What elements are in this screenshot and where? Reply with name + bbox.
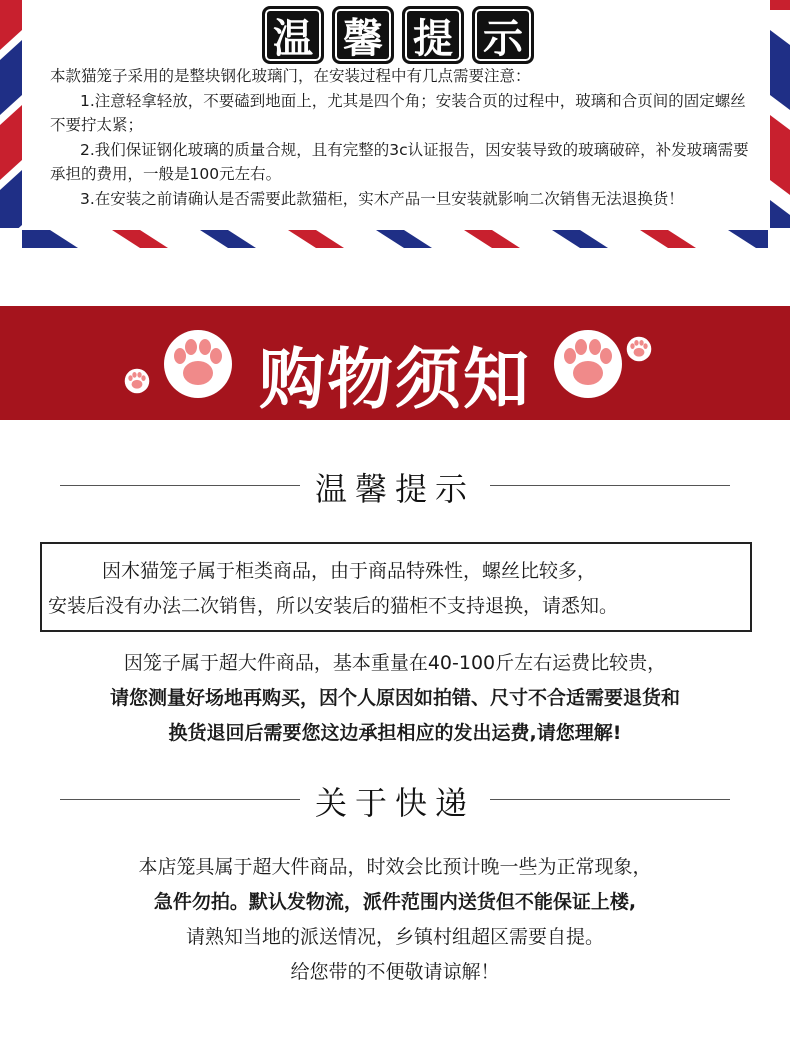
notice-intro: 本款猫笼子采用的是整块钢化玻璃门，在安装过程中有几点需要注意： <box>50 67 531 85</box>
section-heading-delivery <box>60 778 730 822</box>
notice-line: 换货退回后需要您这边承担相应的发出运费,请您理解! <box>168 722 622 744</box>
envelope-notice <box>0 0 790 258</box>
notice-line: 给您带的不便敬请谅解！ <box>290 961 500 983</box>
title-char: 示 <box>472 6 534 64</box>
notice-line: 请熟知当地的派送情况，乡镇村组超区需要自提。 <box>185 926 604 948</box>
section-title: 温馨提示 <box>314 470 475 508</box>
notice-line: 请您测量好场地再购买，因个人原因如拍错、尺寸不合适需要退货和 <box>109 687 680 709</box>
notice-line: 因笼子属于超大件商品，基本重量在40-100斤左右运费比较贵， <box>123 652 667 674</box>
section-heading-tips <box>60 464 730 508</box>
no-return-notice-box <box>40 542 752 632</box>
shopping-notice-banner <box>0 306 790 420</box>
section-title: 关于快递 <box>314 784 475 822</box>
title-char: 温 <box>262 6 324 64</box>
title-char: 提 <box>402 6 464 64</box>
box-line: 安装后没有办法二次销售，所以安装后的猫柜不支持退换，请悉知。 <box>48 595 619 617</box>
shipping-cost-notice <box>0 646 790 751</box>
delivery-notice <box>0 850 790 990</box>
airmail-stripe-bottom <box>0 228 790 258</box>
airmail-stripe-left <box>0 0 22 258</box>
airmail-stripe-right <box>750 0 790 258</box>
notice-point-1: 1.注意轻拿轻放，不要磕到地面上，尤其是四个角；安装合页的过程中，玻璃和合页间的固定螺丝不要拧太紧； <box>50 91 746 134</box>
notice-line: 本店笼具属于超大件商品，时效会比预计晚一些为正常现象， <box>138 856 652 878</box>
notice-line: 急件勿拍。默认发物流，派件范围内送货但不能保证上楼, <box>153 891 637 913</box>
installation-notice <box>50 64 750 211</box>
banner-title: 购物须知 <box>259 340 531 418</box>
box-line: 因木猫笼子属于柜类商品，由于商品特殊性，螺丝比较多， <box>102 560 597 582</box>
notice-title <box>262 6 534 64</box>
title-char: 馨 <box>332 6 394 64</box>
notice-point-3: 3.在安装之前请确认是否需要此款猫柜，实木产品一旦安装就影响二次销售无法退换货！ <box>80 189 684 208</box>
notice-point-2: 2.我们保证钢化玻璃的质量合规，且有完整的3c认证报告，因安装导致的玻璃破碎，补发玻璃需要承担的费用，一般是100元左右。 <box>50 140 749 183</box>
